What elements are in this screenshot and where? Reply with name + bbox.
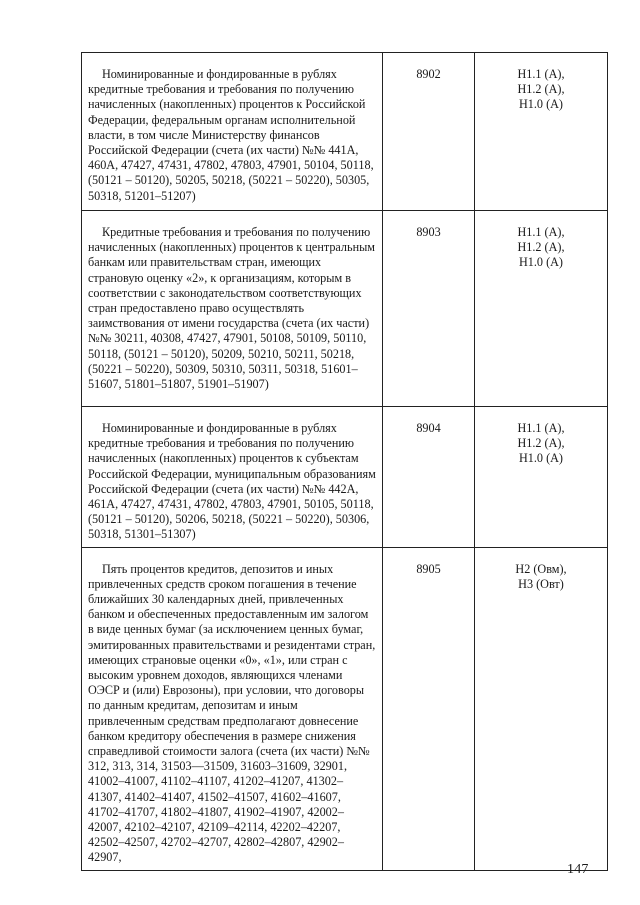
row-code: 8903	[383, 211, 475, 407]
table-row	[82, 53, 608, 211]
indicator-codes-table	[81, 52, 608, 871]
table-row	[82, 211, 608, 407]
table-row	[82, 407, 608, 548]
row-norms: Н2 (Овм), Н3 (Овт)	[475, 547, 608, 870]
table-row	[82, 547, 608, 870]
row-description: Пять процентов кредитов, депозитов и иных привлеченных средств сроком погашения в течение ближайших 30 календарных дней, привлеченных банком и обеспеченных предоставленным им залогом в виде ценных бумаг (за исключением ценных бумаг, эмитированных правительствами и резидентами стран, имеющих страновые оценки «0», «1», или стран с высоким уровнем доходов, являющихся членами ОЭСР и (или) Еврозоны), при условии, что договоры по данным кредитам, депозитам и иным привлеченным средствам предполагают довнесение банком кредитору обеспечения в размере снижения справедливой стоимости залога (счета (их части) №№ 312, 313, 314, 31503—31509, 31603–31609, 32901, 41002–41007, 41102–41107, 41202–41207, 41302–41307, 41402–41407, 41502–41507, 41602–41607, 41702–41707, 41802–41807, 41902–41907, 42002–42007, 42102–42107, 42109–42114, 42202–42207, 42502–42507, 42702–42707, 42802–42807, 42902–42907,	[82, 547, 383, 870]
page-number: 147	[567, 862, 589, 877]
row-norms: Н1.1 (А), Н1.2 (А), Н1.0 (А)	[475, 211, 608, 407]
row-code: 8905	[383, 547, 475, 870]
row-description: Номинированные и фондированные в рублях кредитные требования и требования по получению начисленных (накопленных) процентов к Российской Федерации, федеральным органам исполнительной власти, в том числе Министерству финансов Российской Федерации (счета (их части) №№ 441А, 460А, 47427, 47431, 47802, 47803, 47901, 50104, 50118, (50121 – 50120), 50205, 50218, (50221 – 50220), 50305, 50318, 51201–51207)	[82, 53, 383, 211]
row-description: Номинированные и фондированные в рублях кредитные требования и требования по получению начисленных (накопленных) процентов к субъектам Российской Федерации, муниципальным образованиям Российской Федерации (счета (их части) №№ 442А, 461А, 47427, 47431, 47802, 47803, 47901, 50105, 50118, (50121 – 50120), 50206, 50218, (50221 – 50220), 50306, 50318, 51301–51307)	[82, 407, 383, 548]
row-description: Кредитные требования и требования по получению начисленных (накопленных) процентов к центральным банкам или правительствам стран, имеющих страновую оценку «2», к организациям, которым в соответствии с законодательством соответствующих стран предоставлено право осуществлять заимствования от имени государства (счета (их части) №№ 30211, 40308, 47427, 47901, 50108, 50109, 50110, 50118, (50121 – 50120), 50209, 50210, 50211, 50218, (50221 – 50220), 50309, 50310, 50311, 50318, 51601–51607, 51801–51807, 51901–51907)	[82, 211, 383, 407]
row-norms: Н1.1 (А), Н1.2 (А), Н1.0 (А)	[475, 53, 608, 211]
row-code: 8902	[383, 53, 475, 211]
row-code: 8904	[383, 407, 475, 548]
row-norms: Н1.1 (А), Н1.2 (А), Н1.0 (А)	[475, 407, 608, 548]
